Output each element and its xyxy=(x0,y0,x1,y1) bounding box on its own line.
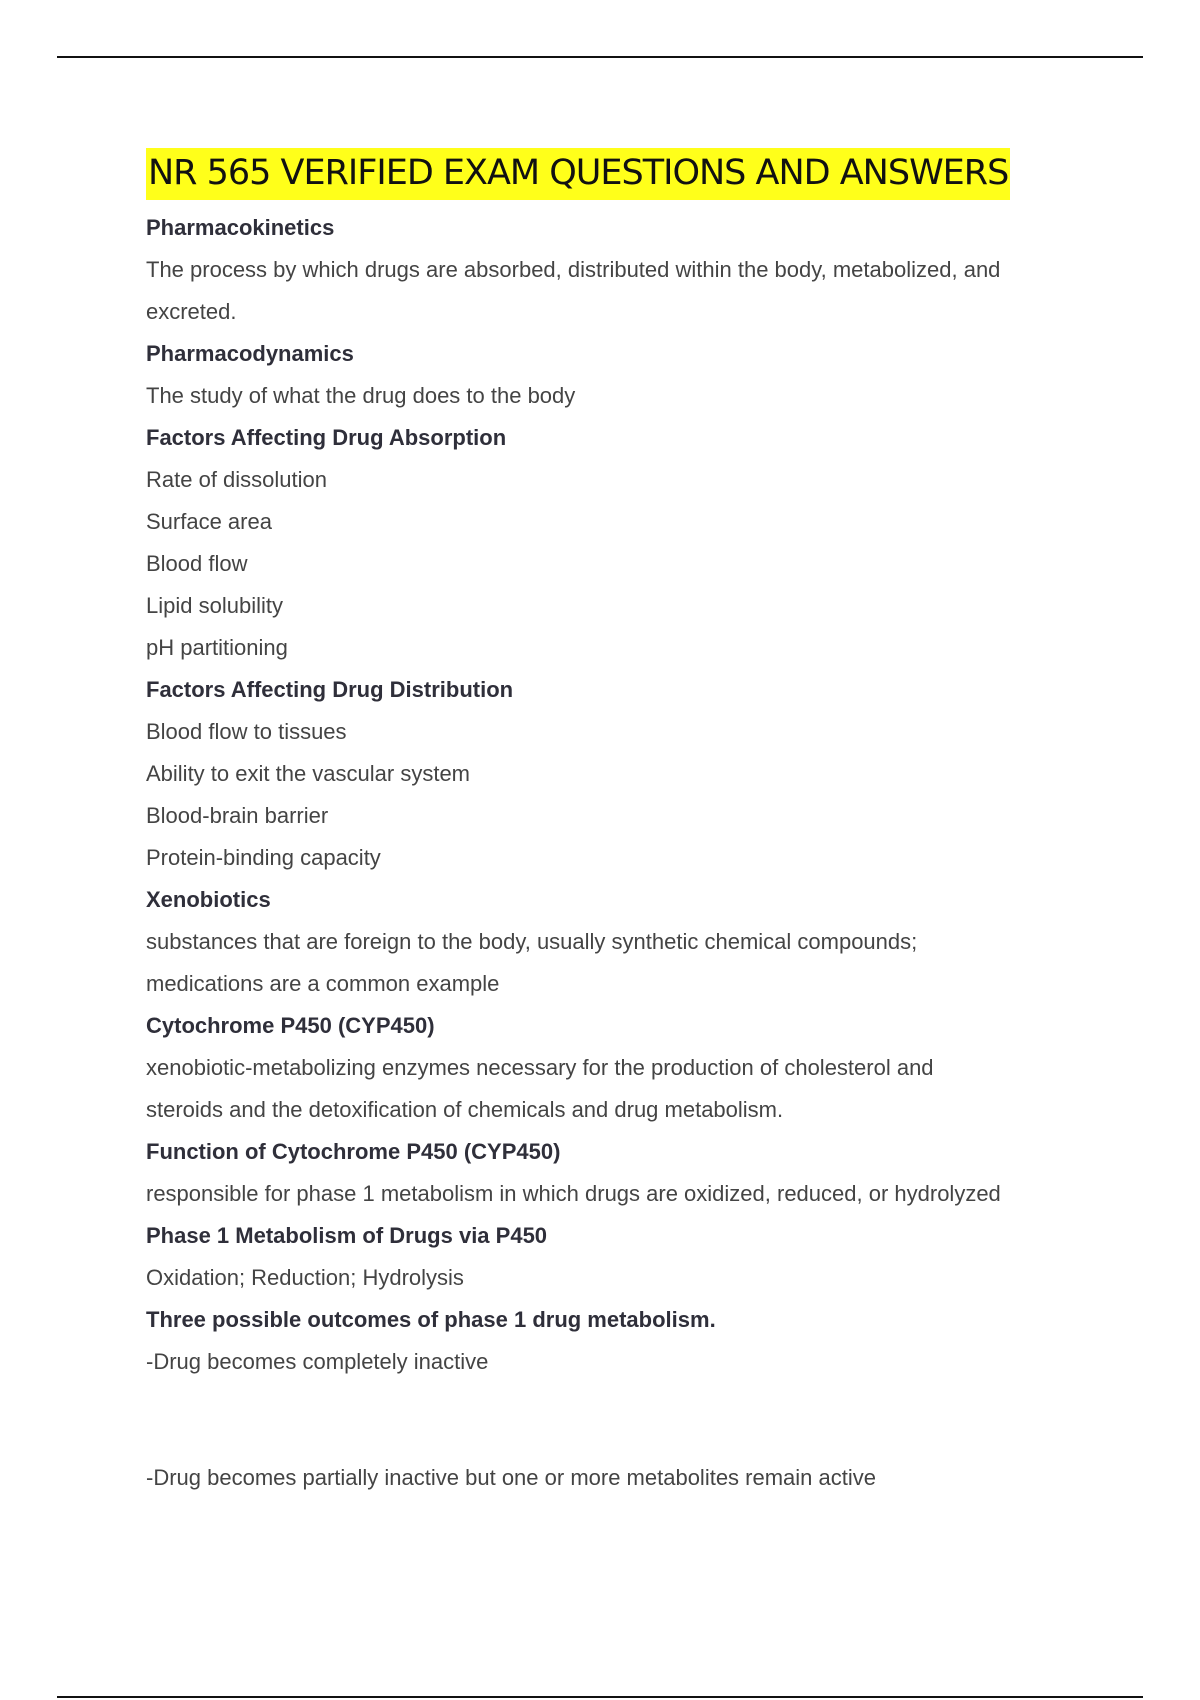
entry-answer-line: medications are a common example xyxy=(146,971,500,996)
entry-answer-line: The process by which drugs are absorbed, distributed within the body, metabolized, and xyxy=(146,257,1001,282)
entry-list xyxy=(146,207,1106,1499)
entry-answer-line: xenobiotic-metabolizing enzymes necessary for the production of cholesterol and xyxy=(146,1055,934,1080)
entry-answer-line: -Drug becomes partially inactive but one or more metabolites remain active xyxy=(146,1465,876,1490)
qa-entry xyxy=(146,207,1106,333)
entry-answer-line: Blood flow xyxy=(146,551,248,576)
entry-term: Factors Affecting Drug Absorption xyxy=(146,425,507,450)
entry-term: Pharmacokinetics xyxy=(146,215,335,240)
qa-entry xyxy=(146,879,1106,1005)
entry-answer-line: Surface area xyxy=(146,509,272,534)
blank-line xyxy=(146,1399,1106,1441)
qa-entry xyxy=(146,1215,1106,1299)
entry-term: Three possible outcomes of phase 1 drug metabolism. xyxy=(146,1307,716,1332)
qa-entry xyxy=(146,417,1106,669)
entry-answer-line: Rate of dissolution xyxy=(146,467,327,492)
entry-answer-line: Oxidation; Reduction; Hydrolysis xyxy=(146,1265,464,1290)
entry-answer-line: -Drug becomes completely inactive xyxy=(146,1349,489,1374)
qa-entry xyxy=(146,1299,1106,1499)
bottom-rule xyxy=(57,1696,1143,1698)
entry-answer-line: The study of what the drug does to the body xyxy=(146,383,576,408)
entry-answer-line: Ability to exit the vascular system xyxy=(146,761,471,786)
qa-entry xyxy=(146,333,1106,417)
entry-term: Phase 1 Metabolism of Drugs via P450 xyxy=(146,1223,548,1248)
entry-term: Function of Cytochrome P450 (CYP450) xyxy=(146,1139,561,1164)
entry-answer-line: substances that are foreign to the body, usually synthetic chemical compounds; xyxy=(146,929,918,954)
entry-term: Factors Affecting Drug Distribution xyxy=(146,677,514,702)
entry-answer-line: Blood flow to tissues xyxy=(146,719,347,744)
qa-entry xyxy=(146,1131,1106,1215)
entry-answer-line: pH partitioning xyxy=(146,635,288,660)
entry-term: Pharmacodynamics xyxy=(146,341,354,366)
qa-entry xyxy=(146,669,1106,879)
entry-term: Xenobiotics xyxy=(146,887,271,912)
entry-answer-line: responsible for phase 1 metabolism in which drugs are oxidized, reduced, or hydrolyzed xyxy=(146,1181,1001,1206)
top-rule xyxy=(57,56,1143,58)
entry-answer-line: excreted. xyxy=(146,299,237,324)
entry-answer-line: Protein-binding capacity xyxy=(146,845,381,870)
entry-answer-line: Lipid solubility xyxy=(146,593,283,618)
entry-answer-line: steroids and the detoxification of chemicals and drug metabolism. xyxy=(146,1097,784,1122)
qa-entry xyxy=(146,1005,1106,1131)
document-body xyxy=(146,148,1106,1499)
entry-term: Cytochrome P450 (CYP450) xyxy=(146,1013,435,1038)
document-title: NR 565 VERIFIED EXAM QUESTIONS AND ANSWERS xyxy=(146,148,1010,200)
entry-answer-line: Blood-brain barrier xyxy=(146,803,329,828)
